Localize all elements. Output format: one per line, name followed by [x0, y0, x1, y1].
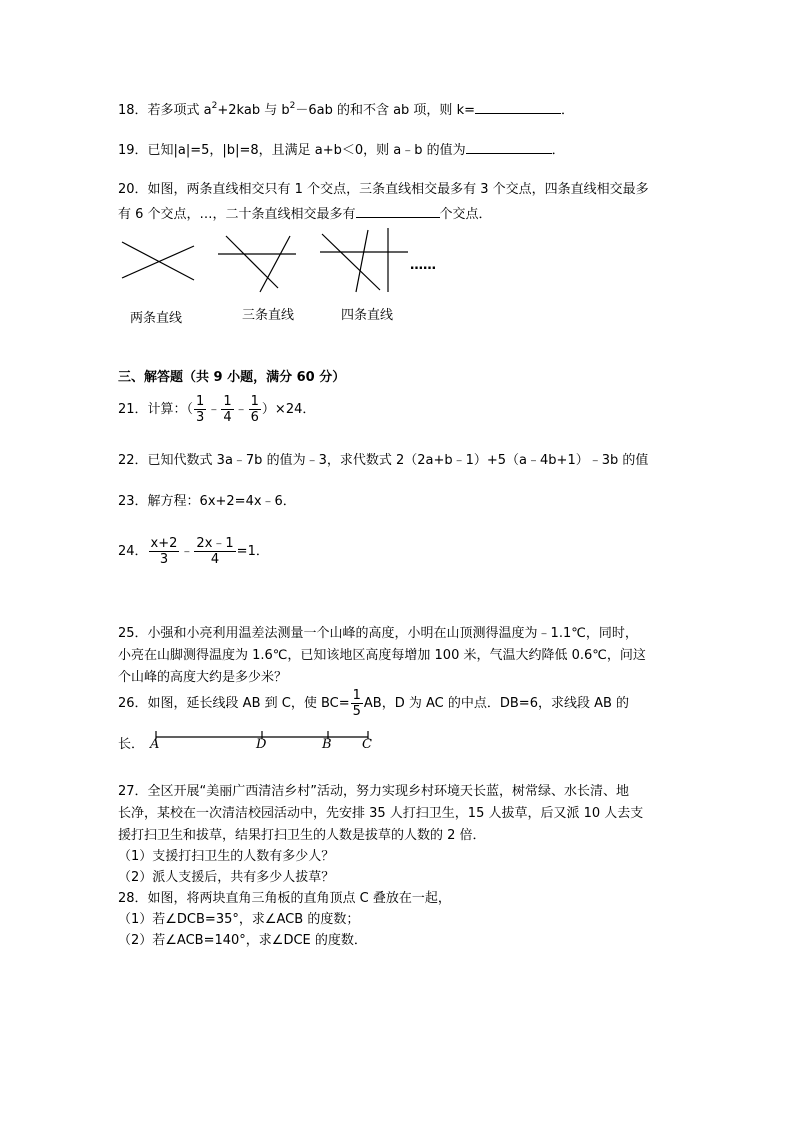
- question-20-line2: 有 6 个交点，…，二十条直线相交最多有 个交点．: [118, 204, 492, 223]
- fraction-1-6: $\frac{1}{6}$: [250, 394, 259, 425]
- section-3-title: 三、解答题（共 9 小题，满分 60 分）: [118, 370, 346, 385]
- question-25-line1: 25．小强和小亮利用温差法测量一个山峰的高度，小明在山顶测得温度为﹣1.1℃，同时，: [118, 626, 638, 641]
- question-24: 24． $\frac{x+2}{3}$ ﹣ $\frac{2x﹣1}{4}$ =1．: [118, 536, 269, 567]
- question-23: 23．解方程：6x+2=4x﹣6．: [118, 494, 296, 509]
- answer-blank-20[interactable]: [356, 204, 440, 218]
- fig1-line-a: [122, 242, 194, 280]
- question-25-line3: 个山峰的高度大约是多少米？: [118, 670, 288, 685]
- figure-intersecting-lines: [110, 222, 450, 302]
- point-d-label: D: [256, 737, 267, 752]
- fig20-caption-two: 两条直线: [130, 311, 183, 326]
- question-28-sub1: （1）若∠DCB=35°，求∠ACB 的度数；: [118, 912, 360, 927]
- fraction-2x-minus-1-over-4: $\frac{2x﹣1}{4}$: [196, 536, 234, 567]
- question-20-line1: 20．如图，两条直线相交只有 1 个交点，三条直线相交最多有 3 个交点，四条直线相交最多: [118, 182, 649, 197]
- point-a-label: A: [150, 737, 160, 752]
- question-19: 19．已知|a|=5，|b|=8，且满足 a+b＜0，则 a﹣b 的值为 ．: [118, 140, 565, 159]
- question-26-line2: 长．: [118, 737, 145, 752]
- fig3-line-c: [356, 230, 368, 292]
- fraction-x-plus-2-over-3: $\frac{x+2}{3}$: [150, 536, 178, 567]
- question-27-line1: 27．全区开展“美丽广西清洁乡村”活动，努力实现乡村环境天长蓝，树常绿、水长清、地: [118, 784, 630, 799]
- fraction-1-4: $\frac{1}{4}$: [223, 394, 232, 425]
- fraction-1-5: $\frac{1}{5}$: [352, 688, 361, 719]
- fig3-line-b: [322, 234, 380, 290]
- answer-blank-18[interactable]: [475, 100, 561, 114]
- fraction-1-3: $\frac{1}{3}$: [196, 394, 205, 425]
- fig2-line-b: [226, 236, 278, 288]
- question-21: 21．计算：（ $\frac{1}{3}$ ﹣ $\frac{1}{4}$ ﹣ $\frac{1}{6}$ ）×24．: [118, 394, 316, 425]
- question-25-line2: 小亮在山脚测得温度为 1.6℃，已知该地区高度每增加 100 米，气温大约降低 0.6℃，问这: [118, 648, 646, 663]
- fig20-caption-three: 三条直线: [242, 308, 295, 323]
- question-26: 26．如图，延长线段 AB 到 C，使 BC= $\frac{1}{5}$ AB，D 为 AC 的中点．DB=6，求线段 AB 的: [118, 688, 630, 719]
- question-28-sub2: （2）若∠ACB=140°，求∠DCE 的度数．: [118, 933, 367, 948]
- point-c-label: C: [362, 737, 372, 752]
- question-27-sub1: （1）支援打扫卫生的人数有多少人？: [118, 849, 335, 864]
- question-22: 22．已知代数式 3a﹣7b 的值为﹣3，求代数式 2（2a+b﹣1）+5（a﹣4b+1）﹣3b 的值: [118, 453, 649, 468]
- question-18: 18．若多项式 $a^2+2kab$ 与 $b^2-6ab$ 的和不含 ab 项，则 k= ．: [118, 101, 575, 118]
- question-28-line1: 28．如图，将两块直角三角板的直角顶点 C 叠放在一起，: [118, 891, 451, 906]
- question-27-line3: 援打扫卫生和拔草，结果打扫卫生的人数是拔草的人数的 2 倍．: [118, 828, 486, 843]
- point-b-label: B: [322, 737, 332, 752]
- question-27-line2: 长净，某校在一次清洁校园活动中，先安排 35 人打扫卫生，15 人拔草，后又派 10 人去支: [118, 806, 644, 821]
- fig1-line-b: [122, 246, 194, 278]
- answer-blank-19[interactable]: [466, 140, 552, 154]
- fig20-caption-four: 四条直线: [341, 308, 394, 323]
- fig2-line-c: [260, 236, 290, 292]
- question-27-sub2: （2）派人支援后，共有多少人拔草？: [118, 870, 335, 885]
- fig20-dots: ……: [410, 258, 436, 273]
